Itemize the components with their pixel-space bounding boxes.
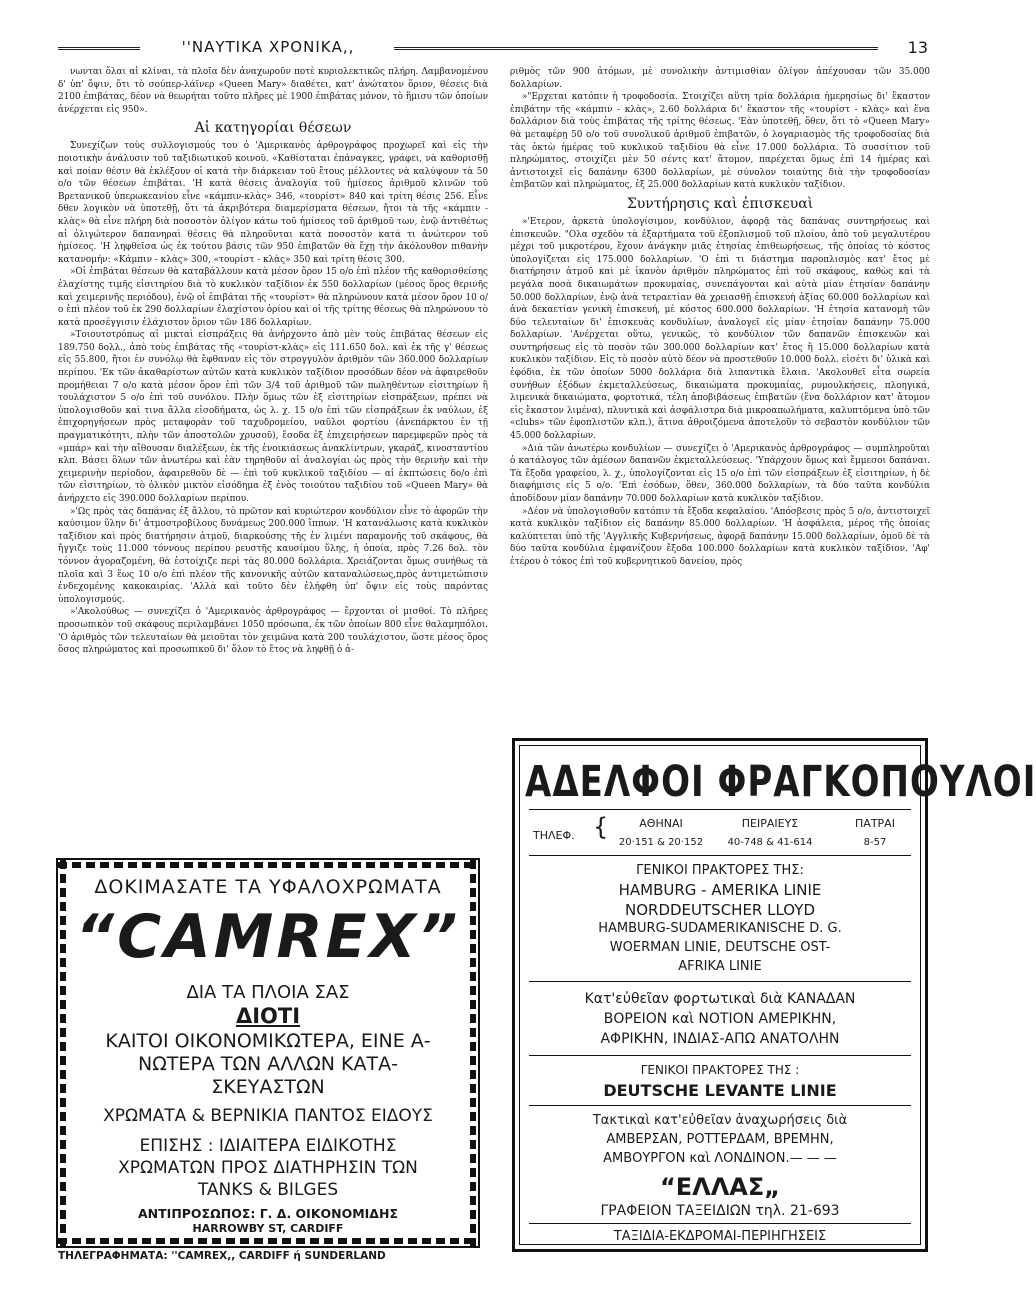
phone-piraeus: 40-748 & 41-614 xyxy=(727,837,813,848)
camrex-representative: ΑΝΤΙΠΡΟΣΩΠΟΣ: Γ. Δ. ΟΙΚΟΝΟΜΙΔΗΣ xyxy=(138,1206,398,1221)
camrex-brand: “CAMREX” xyxy=(75,902,461,972)
camrex-specialty-2: ΧΡΩΜΑΤΩΝ ΠΡΟΣ ΔΙΑΤΗΡΗΣΙΝ ΤΩΝ xyxy=(118,1158,418,1178)
header-rule-right xyxy=(394,47,878,50)
camrex-specialty-3: TANKS & BILGES xyxy=(197,1180,339,1200)
journal-title: ''ΝΑΥΤΙΚΑ ΧΡΟΝΙΚΑ,, xyxy=(181,38,355,56)
camrex-specialty-1: ΕΠΙΣΗΣ : ΙΔΙΑΙΤΕΡΑ ΕΙΔΙΚΟΤΗΣ xyxy=(139,1136,397,1156)
article-column-right xyxy=(510,66,930,746)
departure-line: ΑΜΒΟΥΡΓΟΝ καὶ ΛΟΝΔΙΝΟΝ.— — — xyxy=(603,1151,837,1166)
header-rule-left xyxy=(58,47,140,50)
agency-name: “ΕΛΛΑΣ„ xyxy=(659,1173,781,1201)
camrex-claim-2: ΝΩΤΕΡΑ ΤΩΝ ΑΛΛΩΝ ΚΑΤΑ- xyxy=(138,1053,398,1075)
agent-line: HAMBURG - AMERIKA LINIE xyxy=(618,881,822,899)
camrex-address: HARROWBY ST, CARDIFF xyxy=(192,1222,344,1235)
camrex-claim-1: ΚΑΙΤΟΙ ΟΙΚΟΝΟΜΙΚΩΤΕΡΑ, ΕΙΝΕ Α- xyxy=(105,1030,431,1052)
route-line: Κατ'εὐθεῖαν φορτωτικαὶ διὰ ΚΑΝΑΔΑΝ xyxy=(584,991,856,1007)
phone-patras: 8-57 xyxy=(863,837,887,848)
camrex-subheadline: ΔΙΑ ΤΑ ΠΛΟΙΑ ΣΑΣ xyxy=(186,982,350,1003)
city-patras: ΠΑΤΡΑΙ xyxy=(855,817,895,830)
agent-line: HAMBURG-SUDAMERIKANISCHE D. G. xyxy=(598,921,842,936)
agency-line: ΓΡΑΦΕΙΟΝ ΤΑΞΕΙΔΙΩΝ τηλ. 21-693 xyxy=(600,1203,840,1219)
route-line: ΒΟΡΕΙΟΝ καὶ ΝΟΤΙΟΝ ΑΜΕΡΙΚΗΝ, xyxy=(603,1011,837,1027)
section-heading: Συντήρησις καὶ ἐπισκευαὶ xyxy=(626,195,814,212)
camrex-because: ΔΙΟΤΙ xyxy=(235,1004,301,1028)
agents2-name: DEUTSCHE LEVANTE LINIE xyxy=(603,1081,837,1100)
article-paragraph: Συνεχίζων τοὺς συλλογισμούς του ὁ 'Αμερικανὸς ἀρθρογράφος προχωρεῖ καὶ εἰς τὴν ποιοτικὴν ἀνάλυσιν τοῦ ταξιδιωτικοῦ κοινοῦ. «Καθίσταται ἐπάναγκες, γράφει, νὰ καθορισθῇ καὶ ποίαν θέσιν θὰ ἐκλέξουν οἱ κατὰ τὴν διάρκειαν τοῦ ἔτους μέλλοντες νὰ καλύψουν τὰ 50 ο/ο τῶν θέσεων ἐπιβάται. 'Η κατὰ θέσεις ἀναλογία τοῦ ἡμίσεος ἀριθμοῦ κλινῶν τοῦ Βρετανικοῦ ὑπερωκεανίου εἶνε «κάμπιν-κλὰς» 346, «τουρίστ» 840 καὶ τρίτη θέσις 256. Εἶνε δθεν λογικὸν νὰ ὑποτεθῇ, ὅτι τὰ ἀκριβότερα διαμερίσματα θέσεων, ἤτοι τὰ τῆς «κάμπιν - κλὰς» θὰ εἶνε πλήρη διὰ ποσοστὸν ὀλίγον κάτω τοῦ ἡμίσεος τοῦ ἀριθμοῦ των, ἐνῷ ἀντιθέτως αἱ ὀλιγώτερον δαπανηραὶ θέσεις θὰ πληροῦνται κατὰ ποσοστὸν κατά τι ἀνώτερον τοῦ ἡμίσεος. 'Η ληφθεῖσα ὡς ἐκ τούτου βάσις τῶν 950 ἐπιβατῶν θὰ ἔχῃ τὴν ἀκόλουθον πιθανὴν κατανομήν: «Κάμπιν - κλὰς» 300, «τουρίστ - κλὰς» 350 καὶ τρίτη θέσις 300. xyxy=(58,141,488,265)
article-paragraph: »Οἱ ἐπιβάται θέσεων θὰ καταβάλλουν κατὰ μέσον ὅρον 15 ο/ο ἐπὶ πλέον τῆς καθορισθείσης ἐλαχίστης τιμῆς εἰσιτηρίου διὰ τὸ κυκλικὸν ταξίδιον ἐκ 550 δολλαρίων (μέσος ὅρος θερινῆς καὶ χειμερινῆς περιόδου), ἐνῷ οἱ ἐπιβάται τῆς «τουρίστ» θὰ πληρώνουν κατὰ μέσον ὅρον 10 ο/ο ἐπὶ πλέον τοῦ ἐκ 290 δολλαρίων ἐλαχίστου ὁρίου καὶ οἱ τῆς τρίτης θέσεως θὰ πληρώνουν τὸ κατὰ προσέγγισιν ἐλάχιστον ὅριον τῶν 186 δολλαρίων. xyxy=(58,267,488,328)
fragkopoulos-title: ΑΔΕΛΦΟΙ ΦΡΑΓΚΟΠΟΥΛΟΙ xyxy=(525,757,1036,807)
routes-divider xyxy=(529,1055,911,1056)
agent-line: WOERMAN LINIE, DEUTSCHE OST- xyxy=(609,940,831,955)
camrex-headline: ΔΟΚΙΜΑΣΑΤΕ ΤΑ ΥΦΑΛΟΧΡΩΜΑΤΑ xyxy=(94,876,442,898)
article-paragraph: νωνται ὅλαι αἱ κλίναι, τὰ πλοῖα δὲν ἀναχωροῦν ποτὲ κυριολεκτικῶς πλήρη. Λαμβανομένου δ' ὑπ' ὄψιν, ὅτι τὸ σούπερ-λάϊνερ «Queen Mary» διαθέτει, κατ' ἀνώτατον ὅριον, θέσεις διὰ 2100 ἐπιβάτας, δέον νὰ θεωρήται τοῦτο πλῆρες μὲ 1900 ἐπιβάτας μόνον, τὸ ἥμισυ τῶν ὁποίων ἀνέρχεται εἰς 950». xyxy=(58,67,488,115)
ad-border-right xyxy=(470,860,476,1246)
page-header xyxy=(58,38,930,60)
city-piraeus: ΠΕΙΡΑΙΕΥΣ xyxy=(741,817,799,830)
phone-athens: 20·151 & 20·152 xyxy=(618,837,704,848)
departure-line: Τακτικαὶ κατ'εὐθεῖαν ἀναχωρήσεις διὰ xyxy=(592,1113,848,1128)
contact-divider xyxy=(529,855,911,856)
agents-header: ΓΕΝΙΚΟΙ ΠΡΑΚΤΟΡΕΣ ΤΗΣ: xyxy=(636,863,804,878)
route-line: ΑΦΡΙΚΗΝ, ΙΝΔΙΑΣ-ΑΠΩ ΑΝΑΤΟΛΗΝ xyxy=(600,1031,840,1047)
article-paragraph: »Τοιουτοτρόπως αἱ μικταὶ εἰσπράξεις θὰ ἀνήρχοντο ἀπὸ μὲν τοὺς ἐπιβάτας θέσεων εἰς 189.750 δολλ., ἀπὸ τοὺς ἐπιβάτας τῆς «τουρίστ-κλὰς» εἰς 111.650 δολ. καὶ ἐκ τῆς γ' θέσεως εἰς 55.800, ἤτοι ἐν συνόλῳ θὰ ἔφθαναν εἰς τὸν στρογγυλὸν ἀριθμὸν τῶν 360.000 δολλαρίων περίπου. 'Εκ τῶν ἀκαθαρίστων αὐτῶν κατὰ κυκλικὸν ταξίδιον προσόδων δέον νὰ ἀφαιρεθοῦν προμήθειαι 7 ο/ο κατὰ μέσον ὅρον ἐπὶ τῶν 3/4 τοῦ ἀριθμοῦ τῶν πωληθέντων εἰσιτηρίων ἢ τουλάχιστον 5 ο/ο ἐπὶ τοῦ συνόλου. Πλὴν ὅμως τῶν ἐξ εἰσιτηρίων εἰσπράξεων, πρέπει νὰ ὑπολογισθοῦν καὶ τινα ἄλλα εἰσοδήματα, ὡς λ. χ. 15 ο/ο ἐπὶ τῶν εἰσπράξεων ἐκ ναύλων, ἐξ ἐπιχορηγήσεων πρὸς μεταφορὰν τοῦ ταχυδρομείου, ναῦλοι φορτίου (ἀνεπάρκτου ἐν τῇ πραγματικότητι, πλὴν τῶν ἀποστολῶν χρυσοῦ), ἔσοδα ἐξ ἐπιχειρήσεων παρεμφερῶν πρὸς τὰ «μπάρ» καὶ τὴν αἴθουσαν διαλέξεων, ἐκ τῆς ἐνοικιάσεως ἀνακλίντρων, γκαράζ, κινοσταντίου κλπ. Βάσει ὅλων τῶν ἀνωτέρω καὶ ἐὰν τηρηθοῦν αἱ ἀναλογίαι ὡς πρὸς τὴν θερινὴν καὶ τὴν χειμερινὴν περίοδον, ἀφαιρεθοῦν δὲ — ἐπὶ τοῦ κυκλικοῦ ταξιδίου — αἱ ἐκπτώσεις δο/ο ἐπὶ τῶν εἰσιτηρίων, τὸ ὁλικὸν μικτὸν εἰσόδημα ἐξ ἑνὸς τοιούτου ταξιδίου τοῦ «Queen Mary» θὰ ἀνήρχετο εἰς 390.000 δολλαρίων περίπου. xyxy=(58,330,488,504)
title-divider xyxy=(529,809,911,810)
camrex-products: ΧΡΩΜΑΤΑ & ΒΕΡΝΙΚΙΑ ΠΑΝΤΟΣ ΕΙΔΟΥΣ xyxy=(103,1106,433,1126)
departure-line: ΑΜΒΕΡΣΑΝ, ΡΟΤΤΕΡΔΑΜ, ΒΡΕΜΗΝ, xyxy=(606,1132,834,1147)
agents2-header: ΓΕΝΙΚΟΙ ΠΡΑΚΤΟΡΕΣ ΤΗΣ : xyxy=(640,1063,800,1077)
article-column-left xyxy=(58,66,488,856)
agent-line: AFRIKA LINIE xyxy=(678,959,762,974)
article-paragraph: »Διὰ τῶν ἀνωτέρω κονδυλίων — συνεχίζει ὁ 'Αμερικανὸς ἀρθρογράφος — συμπληροῦται ὁ κατάλογος τῶν ἀμέσων δαπανῶν ἐκμεταλλεύσεως. 'Υπάρχουν ὅμως καὶ ἔμμεσοι δαπάναι. Τὰ ἔξοδα γραφείου, λ. χ., ὑπολογίζονται εἰς 15 ο/ο ἐπὶ τῶν εἰσπράξεων ἐξ εἰσιτηρίων, ἡ δὲ διαφήμισις εἰς 5 ο/ο. 'Επὶ ἐσόδων, ὅθεν, 360.000 δολλαρίων, τὰ δύο ταῦτα κονδύλια ἀποδίδουν μίαν δαπάνην 70.000 δολλαρίων κατὰ κυκλικὸν ταξίδιον. xyxy=(510,443,930,504)
article-paragraph: »'Ακολούθως — συνεχίζει ὁ 'Αμερικανὸς ἀρθρογράφος — ἔρχονται οἱ μισθοί. Τὸ πλῆρες προσωπικὸν τοῦ σκάφους περιλαμβάνει 1050 πρόσωπα, ἐκ τῶν ὁποίων 800 εἶνε θαλαμηπόλοι. 'Ο ἀριθμὸς τῶν τελευταίων θὰ μειοῦται τὸν χειμῶνα κατὰ 200 τουλάχιστον, ὥστε μέσος ὅρος ὅσος πληρώματος καὶ προσωπικοῦ δι' ὅλον τὸ ἔτος νὰ ληφθῇ ὁ ἀ- xyxy=(58,607,488,656)
article-paragraph: ριθμὸς τῶν 900 ἀτόμων, μὲ συνολικὴν ἀντιμισθίαν ὀλίγον ἀπέχουσαν τῶν 35.000 δολλαρίων. xyxy=(510,67,930,90)
section-heading: Αἱ κατηγορίαι θέσεων xyxy=(194,120,352,137)
city-athens: ΑΘΗΝΑΙ xyxy=(639,817,683,830)
brace-icon: { xyxy=(593,813,609,841)
page-number: 13 xyxy=(907,38,928,57)
ad-border-bottom xyxy=(58,1238,478,1244)
article-paragraph: »'Ετερον, ἀρκετὰ ὑπολογίσιμον, κονδύλιον, ἀφορᾷ τὰς δαπάνας συντηρήσεως καὶ ἐπισκευῶν. "Ολα σχεδὸν τὰ ἐξαρτήματα τοῦ ἐξοπλισμοῦ τοῦ πλοίου, ἀπὸ τοῦ μεγαλυτέρου μέχρι τοῦ μικροτέρου, ἔχουν ἀνάγκην μιᾶς ἐτησίας ἐπιθεωρήσεως, τῆς ὁποίας τὸ κόστος ὑπολογίζεται εἰς 175.000 δολλαρίων. 'Ο ἐπὶ τι διάστημα παροπλισμὸς κατ' ἔτος μὲ διατήρησιν ἀτμοῦ καὶ μὲ ἱκανὸν ἀριθμὸν πληρώματος ἐπὶ τοῦ σκάφους, καθὼς καὶ τὰ μεγάλα ποσὰ δικαιωμάτων προκυμαίας, συνεπάγονται καὶ αὐτὰ μίαν ἐτησίαν δαπάνην 50.000 δολλαρίων, ἐνῷ ἀνὰ τετραετίαν θὰ χρειασθῇ ἐπισκευὴ ἀξίας 60.000 δολλαρίων καὶ ἀνὰ δεκαετίαν γενικὴ ἐπισκευή, μὲ κόστος 600.000 δολλαρίων. 'Η ἐτησία κατανομὴ τῶν δύο τελευταίων δι' ἐπισκευὰς κονδυλίων, ἀναλογεῖ εἰς μίαν ἐτησίαν δαπάνην 75.000 δολλαρίων. 'Ανέρχεται οὕτω, γενικῶς, τὸ κονδύλιον τῶν δαπανῶν ἐπισκευῶν καὶ συντηρήσεως εἰς τὸ ποσὸν τῶν 300.000 δολλαρίων κατ' ἔτος ἢ 15.000 δολλαρίων κατὰ κυκλικὸν ταξίδιον. Εἰς τὸ ποσὸν αὐτὸ δέον νὰ προστεθοῦν 10.000 δολλ. εἰσέτι δι' ὑλικὰ καὶ ἐφόδια, ἐκ τῶν ὁποίων 5000 δολλάρια διὰ λιπαντικὰ ἔλαια. 'Ακολουθεῖ εἶτα σωρεία συνήθων ἐξόδων ἐκμεταλλεύσεως, δικαιώματα προκυμαίας, ρυμουλκήσεις, πλοηγικά, λιμενικὰ δικαιώματα, φορτοτικά, τέλη ἀποβιβάσεως ἐπιβατῶν (ἕνα δολλάριον κατ' ἄτομον εἰς ἕκαστον λιμένα), πλυντικὰ καὶ ἀσφάλιστρα διὰ μικροαπωλήματα, καλυπτόμενα ὑπὸ τῶν «clubs» τῶν ἐφοπλιστῶν κλπ.), ἅτινα ἀθροιζόμενα ἀποτελοῦν τὸ σεβαστὸν κονδύλιον τῶν 45.000 δολλαρίων. xyxy=(510,216,930,442)
article-paragraph: »"Ερχεται κατόπιν ἡ τροφοδοσία. Στοιχίζει αὕτη τρία δολλάρια ἡμερησίως δι' ἕκαστον ἐπιβάτην τῆς «κάμπιν - κλὰς», 2.60 δολλάρια δι' ἕκαστον τῆς «τουρίστ - κλὰς» καὶ ἕνα δολλάριον διὰ τοὺς ἐπιβάτας τῆς τρίτης θέσεως. 'Εὰν ὑποτεθῇ, ὅθεν, ὅτι τὸ «Queen Mary» θὰ μεταφέρῃ 50 ο/ο τοῦ συνολικοῦ ἀριθμοῦ ἐπιβατῶν, ὁ λογαριασμὸς τῆς τροφοδοσίας διὰ τὰς ὀκτὼ ἡμέρας τοῦ κυκλικοῦ ταξιδίου θὰ εἶνε 17.000 δολλάρια. Τὸ συσσίτιον τοῦ πληρώματος, στοιχίζει μὲν 50 σέντς κατ' ἄτομον, παρέχεται ὅμως ἐπὶ 14 ἡμέρας καὶ ἀντιστοιχεῖ εἰς δαπάνην 6300 δολλαρίων, μὲ σύνολον τοιαύτης διὰ τὴν τροφοδοσίαν ἐπιβατῶν καὶ πληρώματος, ἐξ 25.000 δολλαρίων κατὰ κυκλικὸν ταξίδιον. xyxy=(510,92,930,191)
agent-line: NORDDEUTSCHER LLOYD xyxy=(625,901,815,919)
agency-divider xyxy=(529,1223,911,1224)
camrex-advertisement xyxy=(56,858,480,1248)
camrex-telegraph: ΤΗΛΕΓΡΑΦΗΜΑΤΑ: ''CAMREX,, CARDIFF ή SUNDERLAND xyxy=(58,1250,386,1262)
ad-border-top xyxy=(58,862,478,868)
agents-divider xyxy=(529,981,911,982)
ad-border-left xyxy=(60,860,66,1246)
fragkopoulos-advertisement xyxy=(512,738,1036,1252)
agents2-divider xyxy=(529,1105,911,1106)
article-paragraph: »Δέον νὰ ὑπολογισθοῦν κατόπιν τὰ ἔξοδα κεφαλαίου. 'Απόσβεσις πρὸς 5 ο/ο, ἀντιστοιχεῖ κατὰ κυκλικὸν ταξίδιον εἰς δαπάνην 85.000 δολλαρίων. 'Η ἀσφάλεια, μέρος τῆς ὁποίας καλύπτεται ὑπὸ τῆς 'Αγγλικῆς Κυβερνήσεως, ἀφορᾷ δαπάνην 15.000 δολλαρίων, ὁμοῦ δὲ τὰ δύο ταῦτα κονδύλια ἐμφανίζουν ἔξοδα 100.000 δολλαρίων κατὰ κυκλικὸν ταξίδιον. 'Αφ' ἑτέρου ὁ τόκος ἐπὶ τοῦ κυβερνητικοῦ δανείου, πρὸς xyxy=(510,506,930,567)
camrex-claim-3: ΣΚΕΥΑΣΤΩΝ xyxy=(211,1076,325,1098)
telephone-label: ΤΗΛΕΦ. xyxy=(533,829,575,842)
article-paragraph: »'Ως πρὸς τὰς δαπάνας ἐξ ἄλλου, τὸ πρῶτον καὶ κυριώτερον κονδύλιον εἶνε τὸ ἀφορῶν τὴν καύσιμον ὕλην δι' ἀτμοστροβίλους δυνάμεως 200.000 ἵππων. 'Η κατανάλωσις κατὰ κυκλικὸν ταξίδιον καὶ πρὸς διατήρησιν ἀτμοῦ, διαρκούσης τῆς ἐν λιμένι παραμονῆς τοῦ σκάφους, θὰ ἤγγιζε τοὺς 11.000 τόννους περίπου ρευστῆς καυσίμου ὕλης, ἡ ὁποία, πρὸς 7.26 δολ. τὸν τόννον ἀγοραζομένη, θὰ ἐστοίχιζε περὶ τὰς 80.000 δολλάρια. Χρειάζονται ὅμως συνήθως τὰ πλοῖα καὶ 3 ἕως 10 ο/ο ἐπὶ πλέον τῆς κανονικῆς αὐτῶν καταναλώσεως,πρὸς ἀντιμετώπισιν ἐνδεχομένης κακοκαιρίας. 'Αλλὰ καὶ τοῦτο δὲν ἐλήφθη ὑπ' ὄψιν εἰς τοὺς παρόντας ὑπολογισμούς. xyxy=(58,506,488,605)
travel-footer: ΤΑΞΙΔΙΑ-ΕΚΔΡΟΜΑΙ-ΠΕΡΙΗΓΗΣΕΙΣ xyxy=(613,1229,827,1244)
